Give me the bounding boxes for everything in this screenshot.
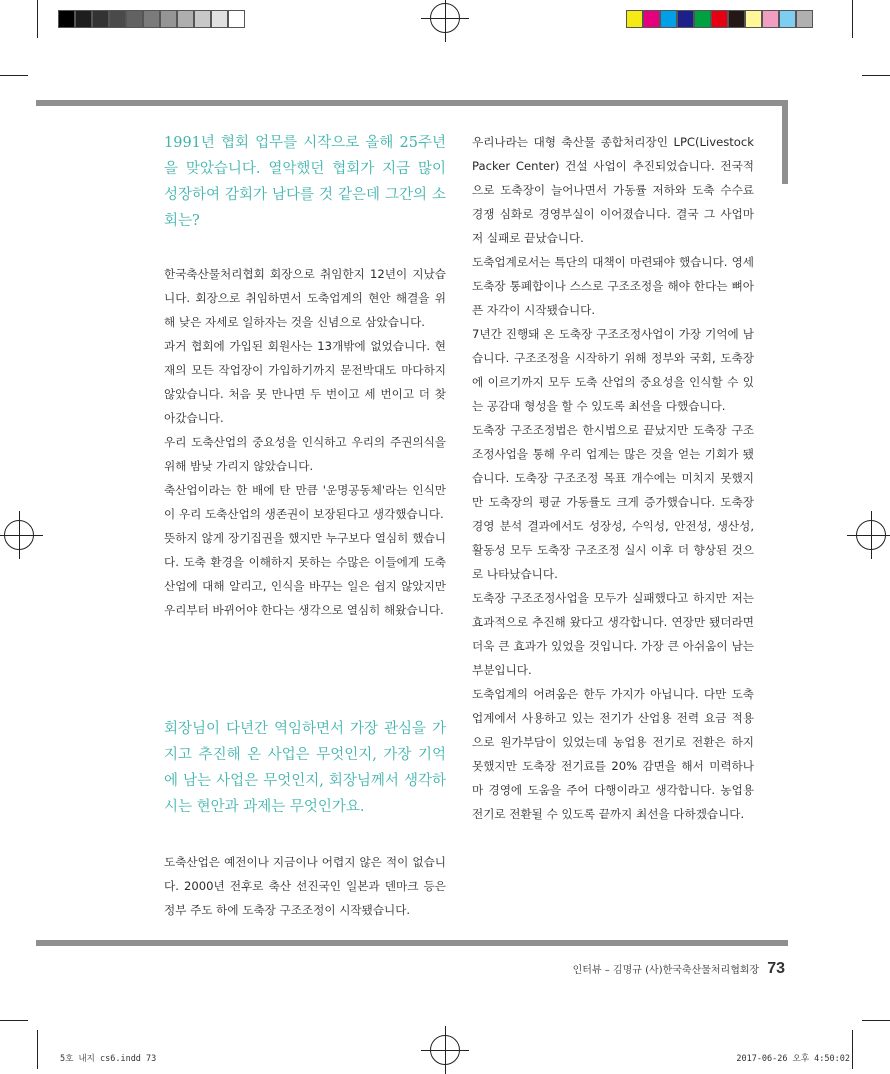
paragraph: 도축장 구조조정법은 한시법으로 끝났지만 도축장 구조조정사업을 통해 우리 업계는 많은 것을 얻는 기회가 됐습니다. 도축장 구조조정 목표 개수에는 미치지 못했지만 도축장의 평균 가동률도 크게 증가했습니다. 도축장 경영 분석 결과에서도 성장성, 수익성, 안전성, 생산성, 활동성 모두 도축장 구조조정 실시 이후 더 향상된 것으로 나타났습니다. <box>472 423 754 581</box>
crop-mark <box>852 1030 853 1069</box>
color-swatch <box>92 10 109 28</box>
registration-mark-left <box>4 520 34 550</box>
frame-right-bar <box>782 100 788 184</box>
frame-top-bar <box>36 100 788 106</box>
color-swatch <box>58 10 75 28</box>
color-swatch <box>762 10 779 28</box>
color-swatch <box>745 10 762 28</box>
registration-mark-top <box>430 3 460 33</box>
color-swatch <box>694 10 711 28</box>
color-swatch <box>660 10 677 28</box>
answer-1-body <box>164 262 446 622</box>
registration-mark-bottom <box>430 1035 460 1065</box>
crop-mark <box>852 0 853 38</box>
interview-question-2: 회장님이 다년간 역임하면서 가장 관심을 가지고 추진해 온 사업은 무엇인지, 가장 기억에 남는 사업은 무엇인지, 회장님께서 생각하시는 현안과 과제는 무엇인가요. <box>164 721 446 815</box>
slug-file-name: 5호 내지 cs6.indd 73 <box>60 1054 157 1064</box>
paragraph: 도축업계로서는 특단의 대책이 마련돼야 했습니다. 영세 도축장 통폐합이나 스스로 구조조정을 해야 한다는 뼈아픈 자각이 시작됐습니다. <box>472 255 754 317</box>
frame-bottom-bar <box>36 940 788 946</box>
color-swatch <box>643 10 660 28</box>
color-swatch <box>728 10 745 28</box>
color-swatch <box>711 10 728 28</box>
paragraph: 축산업이라는 한 배에 탄 만큼 '운명공동체'라는 인식만이 우리 도축산업의 생존권이 보장된다고 생각했습니다. <box>164 483 446 521</box>
color-swatch <box>228 10 245 28</box>
paragraph: 한국축산물처리협회 회장으로 취임한지 12년이 지났습니다. 회장으로 취임하면서 도축업계의 현안 해결을 위해 낮은 자세로 일하자는 것을 신념으로 삼았습니다. <box>164 267 446 329</box>
interview-question-1: 1991년 협회 업무를 시작으로 올해 25주년을 맞았습니다. 열악했던 협회가 지금 많이 성장하여 감회가 남다를 것 같은데 그간의 소회는? <box>164 135 446 229</box>
color-swatch <box>160 10 177 28</box>
paragraph: 뜻하지 않게 장기집권을 했지만 누구보다 열심히 했습니다. 도축 환경을 이해하지 못하는 수많은 이들에게 도축산업에 대해 알리고, 인식을 바꾸는 일은 쉽지 않았지만 우리부터 바뀌어야 한다는 생각으로 열심히 해왔습니다. <box>164 531 446 617</box>
crop-mark <box>37 1030 38 1069</box>
color-swatch <box>109 10 126 28</box>
color-swatch <box>626 10 643 28</box>
page-number: 73 <box>767 960 785 977</box>
crop-mark <box>862 1020 890 1021</box>
answer-2-body <box>164 850 446 922</box>
color-swatch <box>177 10 194 28</box>
paragraph: 도축산업은 예전이나 지금이나 어렵지 않은 적이 없습니다. 2000년 전후로 축산 선진국인 일본과 덴마크 등은 정부 주도 하에 도축장 구조조정이 시작됐습니다. <box>164 855 446 917</box>
paragraph: 도축장 구조조정사업을 모두가 실패했다고 하지만 저는 효과적으로 추진해 왔다고 생각합니다. 연장만 됐더라면 더욱 큰 효과가 있었을 것입니다. 가장 큰 아쉬움이 남는 부분입니다. <box>472 591 754 677</box>
crop-mark <box>37 0 38 38</box>
crop-mark <box>862 75 890 76</box>
color-swatch <box>143 10 160 28</box>
page-footer <box>573 960 785 978</box>
paragraph: 우리 도축산업의 중요성을 인식하고 우리의 주권의식을 위해 밤낮 가리지 않았습니다. <box>164 435 446 473</box>
running-footer-text: 인터뷰 – 김명규 (사)한국축산물처리협회장 <box>572 965 760 976</box>
grayscale-color-bar <box>58 10 245 28</box>
paragraph: 우리나라는 대형 축산물 종합처리장인 LPC(Livestock Packer Center) 건설 사업이 추진되었습니다. 전국적으로 도축장이 늘어나면서 가동률 저하와 도축 수수료 경쟁 심화로 경영부실이 이어졌습니다. 결국 그 사업마저 실패로 끝났습니다. <box>472 135 754 245</box>
slug-timestamp: 2017-06-26 오후 4:50:02 <box>736 1054 850 1064</box>
answer-2-body-continued <box>472 130 754 826</box>
paragraph: 도축업계의 어려움은 한두 가지가 아닙니다. 다만 도축업계에서 사용하고 있는 전기가 산업용 전력 요금 적용으로 원가부담이 있었는데 농업용 전기로 전환은 하지 못했지만 도축장 전기료를 20% 감면을 해서 미력하나마 경영에 도움을 주어 다행이라고 생각합니다. 농업용 전기로 전환될 수 있도록 끝까지 최선을 다하겠습니다. <box>472 687 754 821</box>
paragraph: 7년간 진행돼 온 도축장 구조조정사업이 가장 기억에 남습니다. 구조조정을 시작하기 위해 정부와 국회, 도축장에 이르기까지 모두 도축 산업의 중요성을 인식할 수 있는 공감대 형성을 할 수 있도록 최선을 다했습니다. <box>472 327 754 413</box>
paragraph: 과거 협회에 가입된 회원사는 13개밖에 없었습니다. 현재의 모든 작업장이 가입하기까지 문전박대도 마다하지 않았습니다. 처음 못 만나면 두 번이고 세 번이고 더 찾아갔습니다. <box>164 339 446 425</box>
color-swatch <box>75 10 92 28</box>
color-swatch <box>796 10 813 28</box>
color-swatch <box>779 10 796 28</box>
color-swatch <box>211 10 228 28</box>
crop-mark <box>0 75 28 76</box>
color-swatch <box>677 10 694 28</box>
process-color-bar <box>626 10 813 28</box>
color-swatch <box>126 10 143 28</box>
color-swatch <box>194 10 211 28</box>
registration-mark-right <box>856 520 886 550</box>
crop-mark <box>0 1020 28 1021</box>
